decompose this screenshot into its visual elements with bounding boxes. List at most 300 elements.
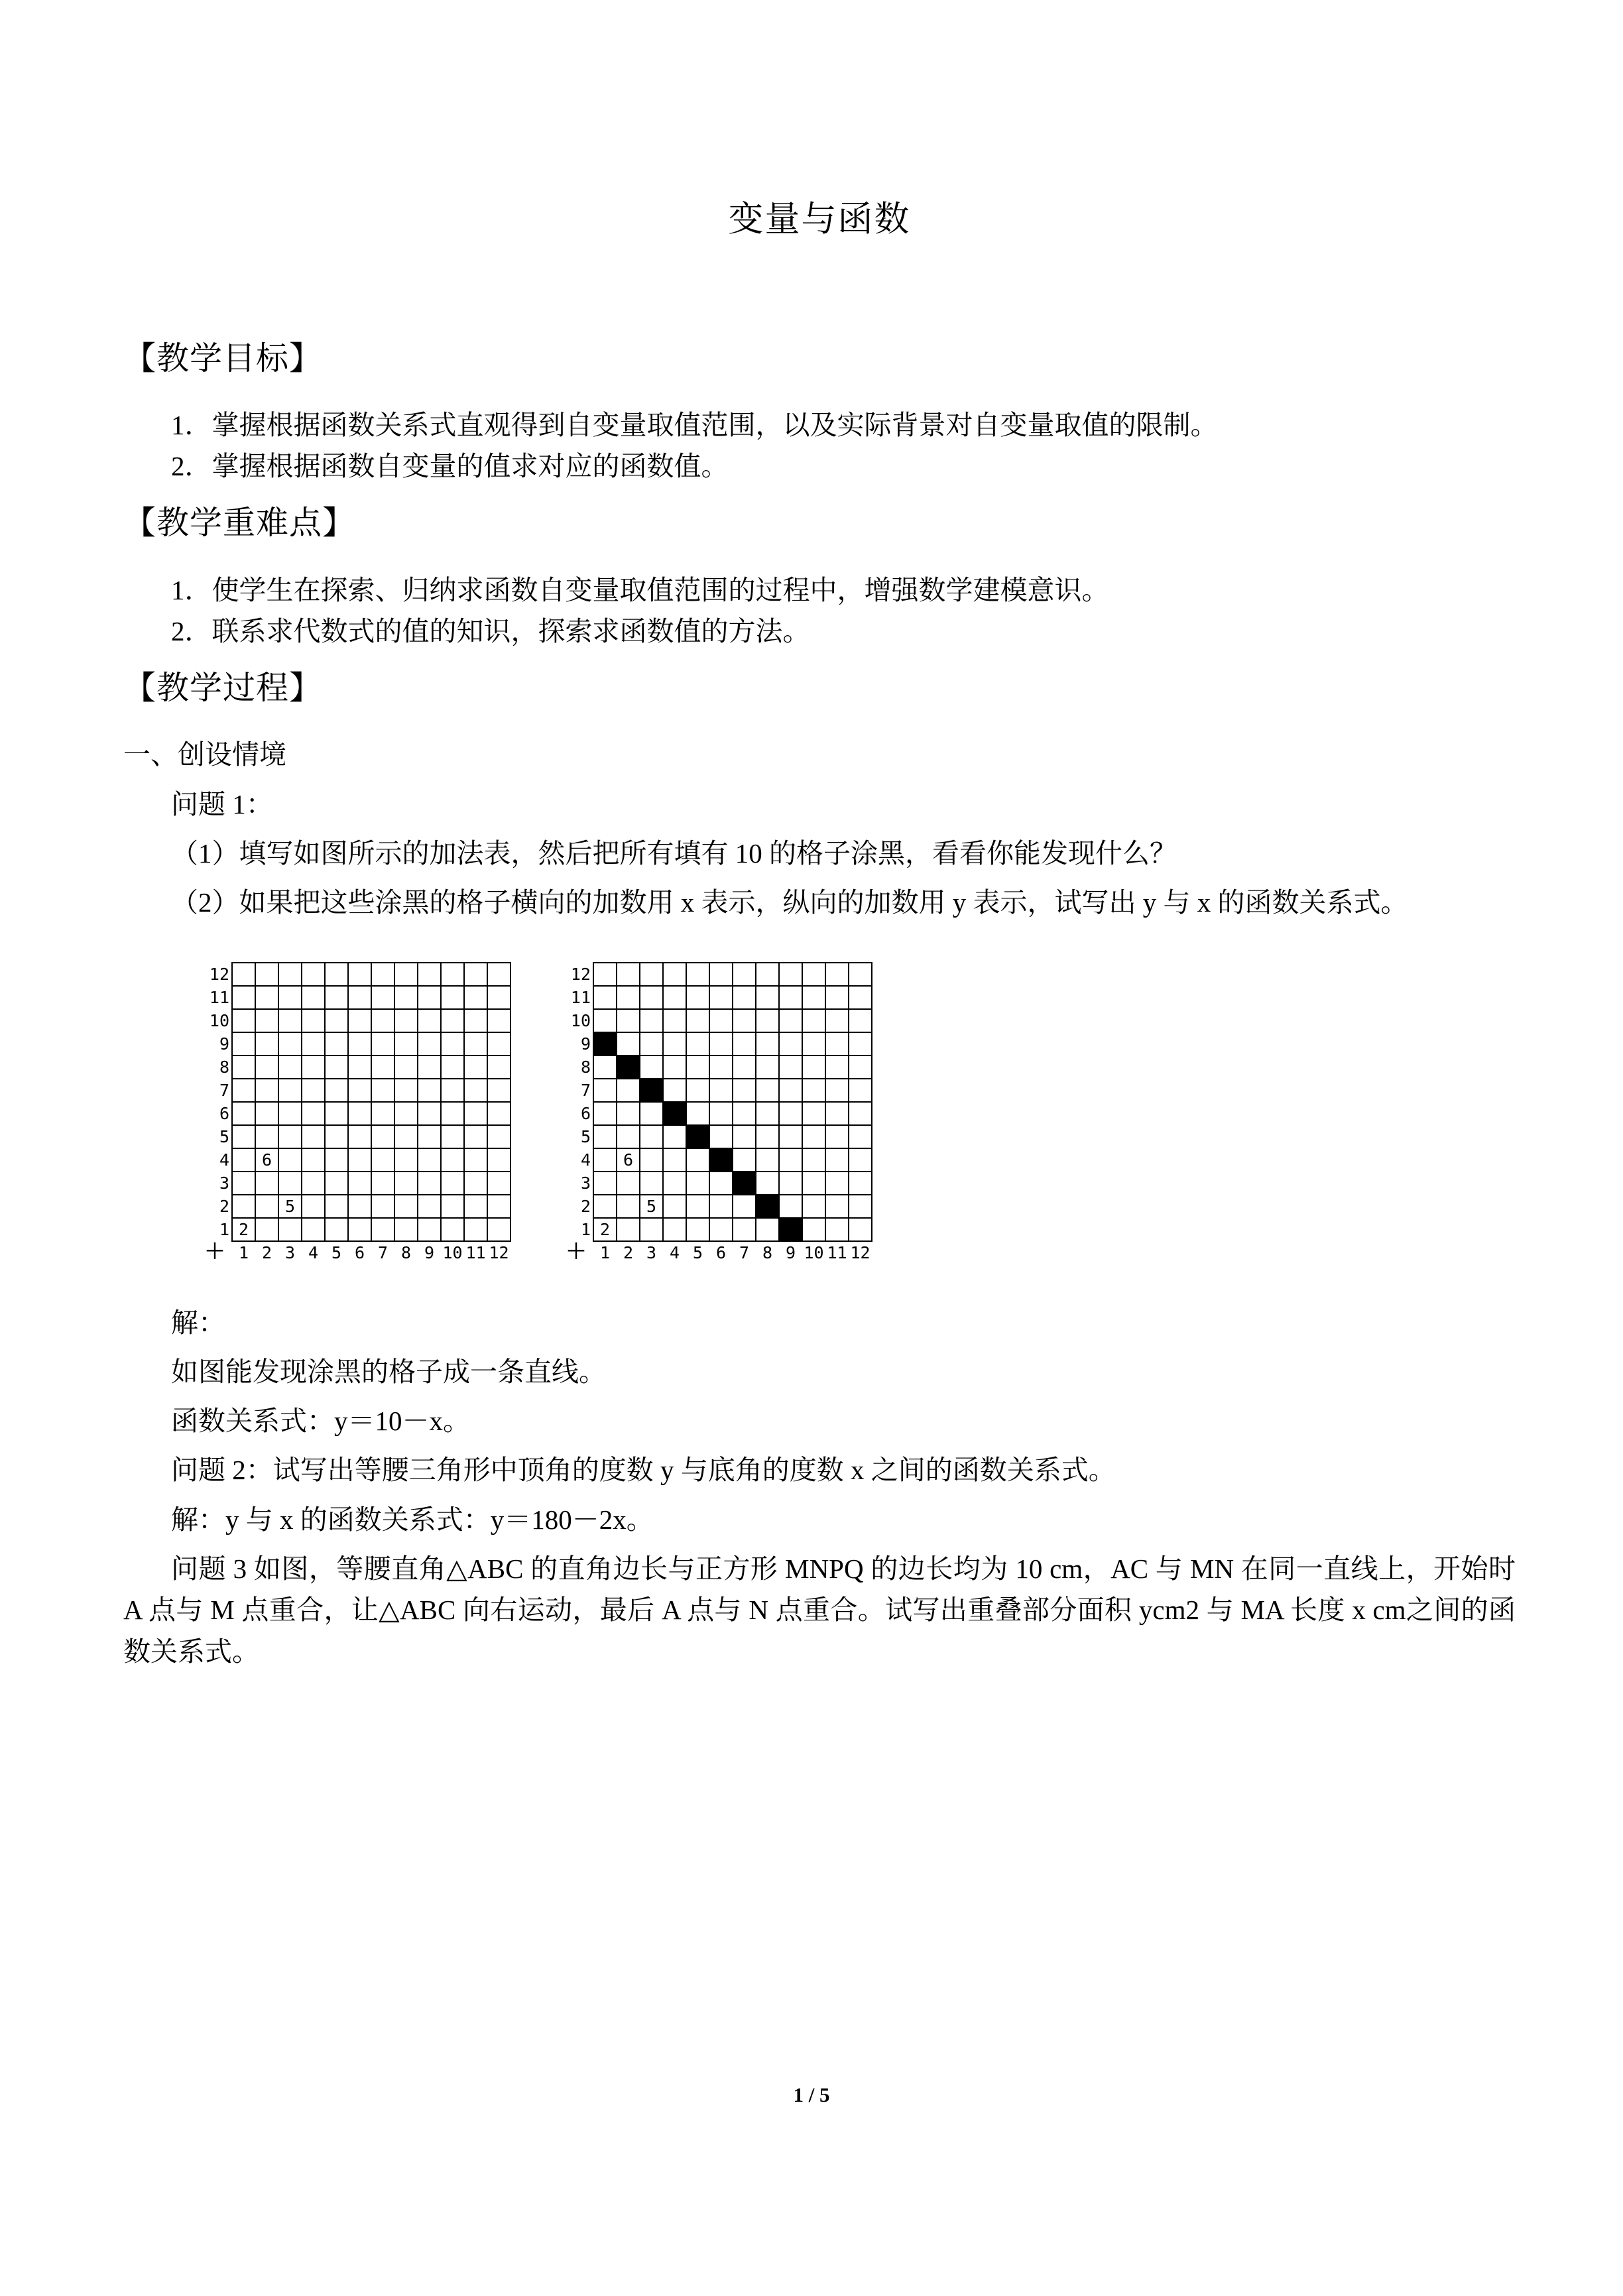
table-row [198,1148,511,1172]
grid-cell [232,1032,255,1056]
grid-cell [709,1102,733,1125]
grid-cell [278,1056,302,1079]
key-point-item-2: 2．联系求代数式的值的知识，探索求函数值的方法。 [171,615,810,646]
row-header: 11 [209,987,229,1007]
page-number-footer: 1 / 5 [793,2083,830,2106]
grid-cell [325,1172,348,1195]
grid-cell [487,1125,511,1148]
solution-function-formula: 函数关系式：y＝10－x。 [171,1406,470,1437]
grid-cell [686,1218,709,1241]
grid-cell: 5 [278,1195,302,1218]
grid-cell [441,1079,464,1102]
grid-cell [802,1195,825,1218]
grid-cell [394,986,418,1009]
problem-3: 问题 3 如图，等腰直角△ABC 的直角边长与正方形 MNPQ 的边长均为 10 cm，AC 与 MN 在同一直线上，开始时 A 点与 M 点重合，让△ABC 向右运动，最后 A 点与 N 点重合。试写出重叠部分面积 ycm2 与 MA 长度 x cm之间的函数关系式。 [123,1553,1516,1667]
grid-cell [441,1125,464,1148]
grid-cell [348,1102,371,1125]
grid-cell [825,1195,849,1218]
grid-cell [779,1056,802,1079]
solution-label: 解： [171,1307,225,1338]
grid-cell [441,1172,464,1195]
row-header: 9 [580,1034,591,1054]
grid-cell [394,1172,418,1195]
grid-cell [302,1172,325,1195]
grid-cell [418,1148,441,1172]
solution-observation: 如图能发现涂黑的格子成一条直线。 [171,1356,606,1387]
grid-cell [802,1032,825,1056]
grid-cell [756,986,779,1009]
grid-cell [487,1009,511,1032]
column-header: 6 [354,1242,365,1262]
grid-cell [464,1172,487,1195]
grid-cell [849,1079,872,1102]
grid-cell [640,1009,663,1032]
grid-cell [733,1218,756,1241]
grid-cell [487,1172,511,1195]
objective-item-1: 1．掌握根据函数关系式直观得到自变量取值范围，以及实际背景对自变量取值的限制。 [171,409,1218,440]
grid-cell [232,1172,255,1195]
grid-cell [255,1102,278,1125]
column-header: 3 [284,1242,296,1262]
grid-cell [325,986,348,1009]
row-header: 5 [580,1126,591,1146]
grid-cell [825,963,849,986]
table-row [559,1195,872,1218]
grid-cell [779,1218,802,1241]
grid-cell [617,1009,640,1032]
grid-cell [593,1032,617,1056]
spacer [123,1392,1516,1400]
table-row [198,1195,511,1218]
spacer [123,776,1516,784]
column-header: 8 [762,1242,773,1262]
table-row [198,963,511,986]
grid-cell [709,1079,733,1102]
grid-cell [302,986,325,1009]
grid-cell [487,1032,511,1056]
grid-cell [709,1009,733,1032]
grid-cell [733,1148,756,1172]
table-row [559,963,872,986]
grid-cell [464,1125,487,1148]
addition-grid-shaded [559,962,872,1264]
grid-cell [371,1032,394,1056]
row-header: 10 [570,1010,591,1030]
grid-cell [371,1218,394,1241]
grid-cell [278,1032,302,1056]
grid-cell [464,1218,487,1241]
grid-cell [464,1148,487,1172]
grid-cell [348,1172,371,1195]
grid-cell [325,963,348,986]
grid-cell [418,1032,441,1056]
grid-cell [348,1125,371,1148]
table-column-header-row [198,1241,511,1264]
grid-cell [825,1172,849,1195]
column-header: 11 [827,1242,847,1262]
grid-cell [779,1125,802,1148]
grid-cell [849,1148,872,1172]
column-header: 2 [261,1242,272,1262]
grid-cell [709,1195,733,1218]
grid-cell [348,1195,371,1218]
row-header: 3 [580,1173,591,1193]
grid-cell [686,1102,709,1125]
spacer [123,825,1516,833]
grid-cell [371,1148,394,1172]
grid-cell [779,1195,802,1218]
grid-cell: 2 [232,1218,255,1241]
grid-cell [418,1102,441,1125]
grid-cell [802,1218,825,1241]
grid-cell [663,1148,686,1172]
grid-cell [849,1195,872,1218]
column-header: 7 [739,1242,750,1262]
grid-cell [418,1079,441,1102]
grid-cell [663,1195,686,1218]
grid-cell [802,963,825,986]
grid-cell [733,1172,756,1195]
grid-cell [255,1079,278,1102]
grid-cell [663,1218,686,1241]
grid-cell [325,1032,348,1056]
grid-cell [232,1125,255,1148]
row-header: 2 [580,1196,591,1216]
table-row [559,1102,872,1125]
table-row [559,986,872,1009]
grid-cell [464,963,487,986]
grid-cell [756,1148,779,1172]
grid-cell [394,1056,418,1079]
key-point-item-1: 1．使学生在探索、归纳求函数自变量取值范围的过程中，增强数学建模意识。 [171,574,1109,605]
grid-cell [348,1056,371,1079]
grid-cell [640,963,663,986]
grid-cell [232,963,255,986]
grid-cell [686,986,709,1009]
column-header: 12 [850,1242,871,1262]
grid-cell [278,1148,302,1172]
spacer [123,1441,1516,1449]
addition-table-figures [123,962,1516,1264]
grid-cell [302,1218,325,1241]
grid-cell [371,1056,394,1079]
grid-cell [441,1148,464,1172]
grid-cell [640,986,663,1009]
grid-cell: 2 [593,1218,617,1241]
grid-cell [663,1125,686,1148]
grid-cell [756,1218,779,1241]
table-row [198,1009,511,1032]
grid-cell [617,1218,640,1241]
grid-cell [779,1102,802,1125]
spacer [123,874,1516,882]
grid-cell [278,986,302,1009]
grid-cell [302,1195,325,1218]
grid-cell [418,1125,441,1148]
grid-cell [348,1079,371,1102]
grid-cell [255,1125,278,1148]
spacer [123,298,1516,337]
grid-cell [255,963,278,986]
spacer [123,1491,1516,1499]
column-header: 7 [377,1242,389,1262]
column-header: 8 [400,1242,412,1262]
grid-cell [733,1195,756,1218]
grid-cell [371,1125,394,1148]
grid-cell [302,1056,325,1079]
grid-cell [779,1079,802,1102]
grid-cell [325,1195,348,1218]
grid-cell [663,1056,686,1079]
grid-cell [733,1125,756,1148]
grid-cell [394,963,418,986]
grid-cell [487,986,511,1009]
grid-cell [325,1056,348,1079]
column-header: 6 [715,1242,727,1262]
grid-cell [441,1218,464,1241]
grid-cell [593,1172,617,1195]
grid-cell [441,1009,464,1032]
grid-cell [278,963,302,986]
grid-cell: 6 [255,1148,278,1172]
grid-cell [441,986,464,1009]
grid-cell [464,1009,487,1032]
grid-cell [394,1195,418,1218]
grid-cell [593,1195,617,1218]
grid-cell [418,1172,441,1195]
row-header: 8 [580,1057,591,1077]
grid-cell [325,1125,348,1148]
grid-cell [302,1009,325,1032]
grid-cell [779,1172,802,1195]
grid-cell [348,963,371,986]
row-header: 5 [219,1126,229,1146]
grid-cell [617,963,640,986]
table-row [559,1056,872,1079]
grid-cell [325,1079,348,1102]
page-title: 变量与函数 [728,200,911,239]
grid-cell [756,1079,779,1102]
grid-cell [640,1148,663,1172]
grid-cell [849,986,872,1009]
table-row [559,1032,872,1056]
grid-cell [464,1056,487,1079]
grid-cell [255,1195,278,1218]
grid-cell [593,986,617,1009]
grid-cell [617,1195,640,1218]
grid-cell [802,1056,825,1079]
grid-cell [593,1102,617,1125]
grid-cell [825,1009,849,1032]
grid-cell [278,1218,302,1241]
objective-item-2: 2．掌握根据函数自变量的值求对应的函数值。 [171,451,729,482]
grid-cell [663,963,686,986]
spacer [123,1264,1516,1302]
column-header: 1 [238,1242,249,1262]
grid-cell [487,963,511,986]
grid-cell [325,1218,348,1241]
grid-cell [686,1079,709,1102]
column-header: 12 [489,1242,509,1262]
column-header: 1 [599,1242,611,1262]
table-row [198,1102,511,1125]
grid-cell [394,1102,418,1125]
grid-cell [779,1009,802,1032]
grid-cell [640,1172,663,1195]
grid-cell [371,1009,394,1032]
table-row [198,1125,511,1148]
grid-cell [593,1079,617,1102]
table-row [198,1032,511,1056]
plus-icon: ＋ [204,1240,225,1264]
grid-cell [849,1056,872,1079]
column-header: 9 [785,1242,796,1262]
page-content [123,0,1516,1672]
addition-grid-blank [198,962,511,1264]
grid-cell [849,1125,872,1148]
grid-cell [394,1032,418,1056]
grid-cell [617,1032,640,1056]
grid-cell [709,986,733,1009]
grid-cell [418,1195,441,1218]
grid-cell [802,1102,825,1125]
grid-cell [640,1218,663,1241]
grid-cell [709,1032,733,1056]
grid-cell [686,1195,709,1218]
grid-cell [756,1056,779,1079]
row-header: 4 [580,1150,591,1170]
plus-icon: ＋ [566,1240,587,1264]
grid-cell [802,1125,825,1148]
grid-cell [709,1172,733,1195]
grid-cell [617,1102,640,1125]
grid-cell [232,1195,255,1218]
spacer [123,652,1516,666]
column-header: 9 [424,1242,435,1262]
row-header: 12 [570,964,591,984]
spacer [123,710,1516,734]
grid-cell [825,1125,849,1148]
grid-cell [255,1172,278,1195]
grid-cell [348,1148,371,1172]
column-header: 2 [623,1242,634,1262]
grid-cell [278,1172,302,1195]
grid-cell [802,986,825,1009]
grid-cell [733,1102,756,1125]
row-header: 6 [219,1103,229,1123]
table-row [559,1172,872,1195]
grid-cell [709,1148,733,1172]
row-header: 6 [580,1103,591,1123]
row-header: 1 [580,1219,591,1239]
grid-cell [849,1218,872,1241]
column-header: 4 [669,1242,680,1262]
column-header: 10 [804,1242,824,1262]
problem-1-part-2: （2）如果把这些涂黑的格子横向的加数用 x 表示，纵向的加数用 y 表示，试写出 y 与 x 的函数关系式。 [171,887,1408,918]
grid-cell [709,1218,733,1241]
row-header: 7 [219,1080,229,1100]
grid-cell [640,1079,663,1102]
grid-cell [487,1102,511,1125]
table-row [198,986,511,1009]
grid-cell [779,986,802,1009]
row-header: 3 [219,1173,229,1193]
grid-cell [418,1056,441,1079]
grid-cell [779,1148,802,1172]
grid-cell [255,1056,278,1079]
table-row [198,1056,511,1079]
grid-cell [779,1032,802,1056]
grid-cell [394,1009,418,1032]
grid-cell [756,1102,779,1125]
grid-cell [325,1102,348,1125]
spacer [123,381,1516,404]
grid-cell: 5 [640,1195,663,1218]
grid-cell [255,986,278,1009]
grid-cell [371,1102,394,1125]
table-column-header-row [559,1241,872,1264]
grid-cell [709,1056,733,1079]
table-row [559,1079,872,1102]
grid-cell [278,1009,302,1032]
grid-cell [394,1148,418,1172]
grid-cell [779,963,802,986]
grid-cell [487,1195,511,1218]
grid-cell [825,1056,849,1079]
row-header: 1 [219,1219,229,1239]
grid-cell [825,1102,849,1125]
row-header: 9 [219,1034,229,1054]
spacer [123,924,1516,962]
grid-cell [802,1079,825,1102]
grid-cell [487,1056,511,1079]
grid-cell [617,986,640,1009]
row-header: 11 [570,987,591,1007]
grid-cell [756,1195,779,1218]
problem-2-solution: 解：y 与 x 的函数关系式：y＝180－2x。 [171,1504,654,1535]
grid-cell [640,1032,663,1056]
column-header: 10 [442,1242,463,1262]
grid-cell [593,1009,617,1032]
column-header: 3 [646,1242,657,1262]
grid-cell [709,963,733,986]
subheading-create-context: 一、创设情境 [123,739,286,770]
grid-cell [371,986,394,1009]
table-row [559,1125,872,1148]
problem-1-part-1: （1）填写如图所示的加法表，然后把所有填有 10 的格子涂黑，看看你能发现什么？ [171,837,1177,869]
grid-cell [232,1102,255,1125]
grid-cell [232,1009,255,1032]
heading-key-difficulties: 【教学重难点】 [123,505,356,542]
grid-cell [278,1125,302,1148]
grid-cell [371,1195,394,1218]
grid-cell [255,1032,278,1056]
grid-cell [640,1056,663,1079]
grid-cell [441,1032,464,1056]
grid-cell [756,963,779,986]
grid-cell [394,1079,418,1102]
table-row [198,1218,511,1241]
spacer [123,1540,1516,1548]
table-row [198,1172,511,1195]
grid-cell [418,963,441,986]
spacer [123,487,1516,501]
grid-cell [640,1102,663,1125]
grid-cell [849,1102,872,1125]
problem-2: 问题 2：试写出等腰三角形中顶角的度数 y 与底角的度数 x 之间的函数关系式。 [171,1455,1116,1486]
grid-cell [255,1218,278,1241]
grid-cell [733,1009,756,1032]
